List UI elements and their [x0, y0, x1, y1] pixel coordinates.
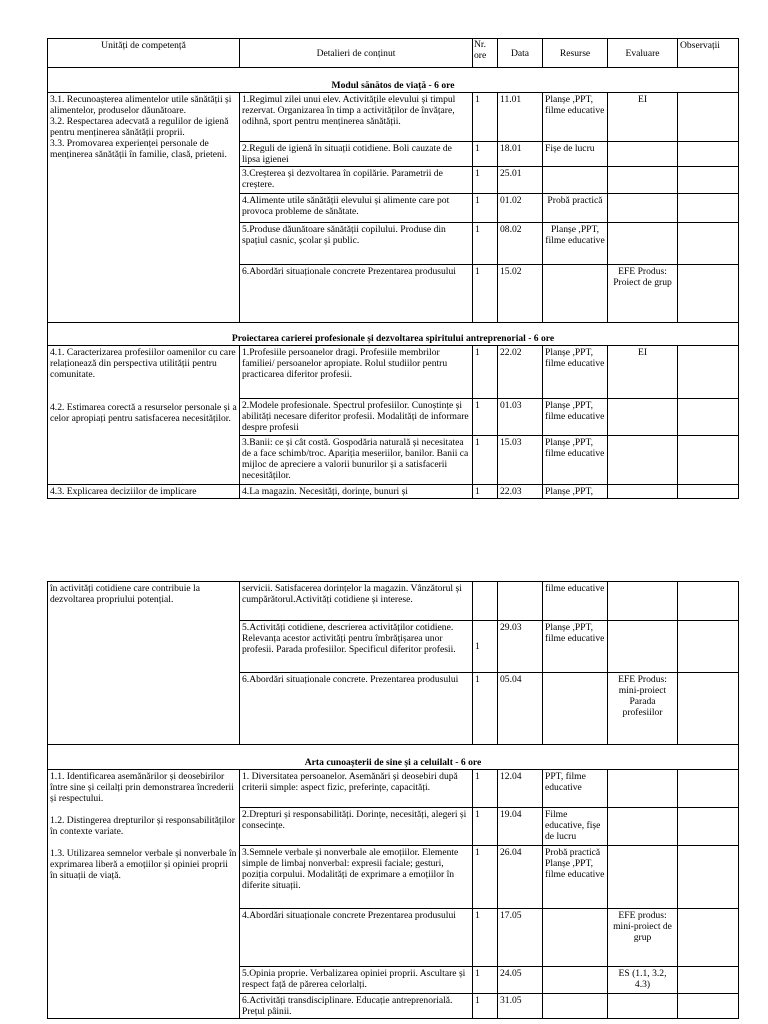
- detail-cell: 4.Alimente utile sănătății elevului și alimente care pot provoca probleme de sănătate.: [240, 194, 473, 223]
- observations-cell: [678, 582, 739, 621]
- detail-cell: 6.Activități transdisciplinare. Educație antreprenorială. Prețul pâinii.: [240, 994, 473, 1019]
- competence-item: 4.3. Explicarea deciziilor de implicare: [48, 485, 240, 499]
- date-cell: 17.05: [498, 909, 543, 967]
- evaluation-cell: [608, 994, 678, 1019]
- module-title: Arta cunoașterii de sine și a celuilalt - 6 ore: [48, 745, 739, 770]
- observations-cell: [678, 808, 739, 846]
- detail-cell: 3.Banii: ce și cât costă. Gospodăria naturală și necesitatea de a face schimb/troc. Apariția meseriilor, banilor. Banii ca mijloc de apreciere a valorii bunurilor și a satisfacerii necesităților.: [240, 436, 473, 485]
- competence-item: 3.2. Respectarea adecvată a regulilor de igienă pentru menținerea sănătății proprii.: [50, 116, 229, 138]
- header-detalii: Detalieri de conținut: [240, 39, 473, 68]
- nr-ore-cell: 1: [473, 909, 498, 967]
- header-resurse: Resurse: [543, 39, 608, 68]
- detail-cell: 2.Reguli de igienă în situații cotidiene. Boli cauzate de lipsa igienei: [240, 142, 473, 167]
- resources-cell: Planșe ,PPT, filme educative: [543, 436, 608, 485]
- detail-cell: 2.Modele profesionale. Spectrul profesiilor. Cunoștințe și abilități necesare diferitor profesii. Modalități de informare despre profesii: [240, 399, 473, 436]
- header-evaluare: Evaluare: [608, 39, 678, 68]
- evaluation-cell: [608, 621, 678, 673]
- resources-cell: Planșe ,PPT, filme educative: [543, 346, 608, 399]
- competences-cell: [48, 346, 240, 485]
- header-competente: Unități de competență: [48, 39, 240, 68]
- competence-item: în activități cotidiene care contribuie la dezvoltarea propriului potențial.: [48, 582, 240, 745]
- competence-item: 1.2. Distingerea drepturilor și responsabilităților în contexte variate.: [50, 815, 235, 837]
- table-row: [48, 582, 739, 621]
- evaluation-cell: [608, 485, 678, 499]
- competence-item: 4.1. Caracterizarea profesiilor oamenilor cu care relaționează din perspectiva utilității pentru comunitate.: [50, 347, 236, 380]
- date-cell: 05.04: [498, 673, 543, 745]
- plan-table-page-2: [47, 581, 739, 1019]
- competences-cell: [48, 93, 240, 323]
- nr-ore-cell: 1: [473, 673, 498, 745]
- date-cell: 25.01: [498, 167, 543, 194]
- evaluation-cell: [608, 167, 678, 194]
- observations-cell: [678, 770, 739, 808]
- table-row: [48, 346, 739, 399]
- nr-ore-cell: 1: [473, 265, 498, 323]
- detail-cell: 1. Diversitatea persoanelor. Asemănări și deosebiri după criterii simple: aspect fizic, preferințe, capacități.: [240, 770, 473, 808]
- nr-ore-cell: 1: [473, 93, 498, 142]
- evaluation-cell: [608, 846, 678, 909]
- date-cell: 12.04: [498, 770, 543, 808]
- detail-cell: 4.La magazin. Necesități, dorințe, bunuri și: [240, 485, 473, 499]
- evaluation-cell: [608, 582, 678, 621]
- competences-cell: [48, 770, 240, 1019]
- evaluation-cell: EI: [608, 93, 678, 142]
- detail-cell: 2.Drepturi și responsabilități. Dorințe, necesități, alegeri și consecințe.: [240, 808, 473, 846]
- resources-cell: [543, 994, 608, 1019]
- detail-cell: 1.Regimul zilei unui elev. Activitățile elevului și timpul rezervat. Organizarea în timp a activităților de învățare, odihnă, sport pentru menținerea sănătății.: [240, 93, 473, 142]
- observations-cell: [678, 346, 739, 399]
- evaluation-cell: [608, 808, 678, 846]
- nr-ore-cell: 1: [473, 142, 498, 167]
- resources-cell: [543, 265, 608, 323]
- module-title-row: [48, 745, 739, 770]
- nr-ore-cell: 1: [473, 223, 498, 265]
- date-cell: 11.01: [498, 93, 543, 142]
- nr-ore-cell: 1: [473, 194, 498, 223]
- date-cell: 19.04: [498, 808, 543, 846]
- observations-cell: [678, 994, 739, 1019]
- nr-ore-cell: 1: [473, 167, 498, 194]
- resources-cell: Planșe ,PPT, filme educative: [543, 399, 608, 436]
- detail-cell: 4.Abordări situaționale concrete Prezentarea produsului: [240, 909, 473, 967]
- module-title: Modul sănătos de viață - 6 ore: [48, 68, 739, 93]
- observations-cell: [678, 167, 739, 194]
- date-cell: 26.04: [498, 846, 543, 909]
- evaluation-cell: EFE Produs: mini-proiect Parada profesiilor: [608, 673, 678, 745]
- detail-cell: 3.Semnele verbale și nonverbale ale emoțiilor. Elemente simple de limbaj nonverbal: expresii faciale; gesturi, poziția corpului. Modalități de exprimare a emoțiilor în diferite situații.: [240, 846, 473, 909]
- date-cell: 31.05: [498, 994, 543, 1019]
- detail-cell: 6.Abordări situaționale concrete. Prezentarea produsului: [240, 673, 473, 745]
- resources-cell: Probă practică: [543, 194, 608, 223]
- observations-cell: [678, 399, 739, 436]
- resources-cell: PPT, filme educative: [543, 770, 608, 808]
- evaluation-cell: ES (1.1, 3.2, 4.3): [608, 967, 678, 994]
- observations-cell: [678, 673, 739, 745]
- observations-cell: [678, 909, 739, 967]
- nr-ore-cell: 1: [473, 621, 498, 673]
- date-cell: 22.03: [498, 485, 543, 499]
- nr-ore-cell: 1: [473, 399, 498, 436]
- table-row: [48, 93, 739, 142]
- date-cell: 29.03: [498, 621, 543, 673]
- evaluation-cell: [608, 436, 678, 485]
- date-cell: 01.02: [498, 194, 543, 223]
- detail-cell: 1.Profesiile persoanelor dragi. Profesiile membrilor familiei/ persoanelor apropiate. Rolul studiilor pentru practicarea diferitor profesii.: [240, 346, 473, 399]
- nr-ore-cell: 1: [473, 436, 498, 485]
- resources-cell: [543, 967, 608, 994]
- observations-cell: [678, 436, 739, 485]
- observations-cell: [678, 621, 739, 673]
- detail-cell: 5.Opinia proprie. Verbalizarea opiniei proprii. Ascultare și respect față de părerea celorlalți.: [240, 967, 473, 994]
- resources-cell: [543, 909, 608, 967]
- header-observatii: Observații: [678, 39, 739, 68]
- nr-ore-cell: 1: [473, 346, 498, 399]
- header-data: Data: [498, 39, 543, 68]
- resources-cell: Planșe ,PPT, filme educative: [543, 621, 608, 673]
- module-title-row: [48, 68, 739, 93]
- date-cell: 15.02: [498, 265, 543, 323]
- nr-ore-cell: 1: [473, 994, 498, 1019]
- evaluation-cell: EFE produs: mini-proiect de grup: [608, 909, 678, 967]
- nr-ore-cell: 1: [473, 808, 498, 846]
- observations-cell: [678, 967, 739, 994]
- detail-cell: 6.Abordări situaționale concrete Prezentarea produsului: [240, 265, 473, 323]
- resources-cell: filme educative: [543, 582, 608, 621]
- competence-item: 1.3. Utilizarea semnelor verbale și nonverbale în exprimarea liberă a emoțiilor și opiniei proprii în situații de viață.: [50, 848, 237, 881]
- table-row: [48, 770, 739, 808]
- competence-item: 4.2. Estimarea corectă a resurselor personale și a celor apropiați pentru satisfacerea necesităților.: [50, 402, 237, 424]
- date-cell: 15.03: [498, 436, 543, 485]
- resources-cell: Planșe ,PPT, filme educative: [543, 223, 608, 265]
- observations-cell: [678, 194, 739, 223]
- plan-table-page-1: [47, 38, 739, 499]
- nr-ore-cell: 1: [473, 485, 498, 499]
- detail-cell: 5.Produse dăunătoare sănătății copilului. Produse din spațiul casnic, școlar și public.: [240, 223, 473, 265]
- date-cell: 01.03: [498, 399, 543, 436]
- resources-cell: [543, 167, 608, 194]
- detail-cell: 3.Creșterea și dezvoltarea în copilărie. Parametrii de creștere.: [240, 167, 473, 194]
- resources-cell: Filme educative, fișe de lucru: [543, 808, 608, 846]
- resources-cell: Probă practică Planșe ,PPT, filme educative: [543, 846, 608, 909]
- header-nr-ore: Nr. ore: [473, 39, 498, 68]
- date-cell: 24.05: [498, 967, 543, 994]
- observations-cell: [678, 485, 739, 499]
- competence-item: 3.3. Promovarea experienței personale de menținerea sănătății în familie, clasă, prieteni.: [50, 138, 227, 160]
- evaluation-cell: [608, 142, 678, 167]
- resources-cell: Planșe ,PPT,: [543, 485, 608, 499]
- evaluation-cell: EI: [608, 346, 678, 399]
- competence-item: 3.1. Recunoașterea alimentelor utile sănătății și alimentelor, produselor dăunătoare.: [50, 94, 232, 116]
- nr-ore-cell: 1: [473, 846, 498, 909]
- evaluation-cell: EFE Produs: Proiect de grup: [608, 265, 678, 323]
- competence-item: 1.1. Identificarea asemănărilor și deosebirilor între sine și ceilalți prin demonstrarea încrederii și respectului.: [50, 771, 234, 804]
- observations-cell: [678, 846, 739, 909]
- date-cell: 08.02: [498, 223, 543, 265]
- date-cell: 22.02: [498, 346, 543, 399]
- resources-cell: Fișe de lucru: [543, 142, 608, 167]
- detail-cell: servicii. Satisfacerea dorințelor la magazin. Vânzătorul și cumpărătorul.Activități cotidiene și interese.: [240, 582, 473, 621]
- nr-ore-cell: [473, 582, 498, 621]
- nr-ore-cell: 1: [473, 770, 498, 808]
- evaluation-cell: [608, 399, 678, 436]
- resources-cell: Planșe ,PPT, filme educative: [543, 93, 608, 142]
- observations-cell: [678, 265, 739, 323]
- observations-cell: [678, 142, 739, 167]
- table-header-row: [48, 39, 739, 68]
- evaluation-cell: [608, 223, 678, 265]
- date-cell: [498, 582, 543, 621]
- nr-ore-cell: 1: [473, 967, 498, 994]
- evaluation-cell: [608, 770, 678, 808]
- table-row: [48, 485, 739, 499]
- observations-cell: [678, 93, 739, 142]
- module-title-row: [48, 323, 739, 346]
- detail-cell: 5.Activități cotidiene, descrierea activităților cotidiene. Relevanța acestor activități pentru îmbrățișarea unor profesii. Parada profesiilor. Specificul diferitor profesii.: [240, 621, 473, 673]
- module-title: Proiectarea carierei profesionale și dezvoltarea spiritului antreprenorial - 6 ore: [48, 323, 739, 346]
- observations-cell: [678, 223, 739, 265]
- resources-cell: [543, 673, 608, 745]
- evaluation-cell: [608, 194, 678, 223]
- date-cell: 18.01: [498, 142, 543, 167]
